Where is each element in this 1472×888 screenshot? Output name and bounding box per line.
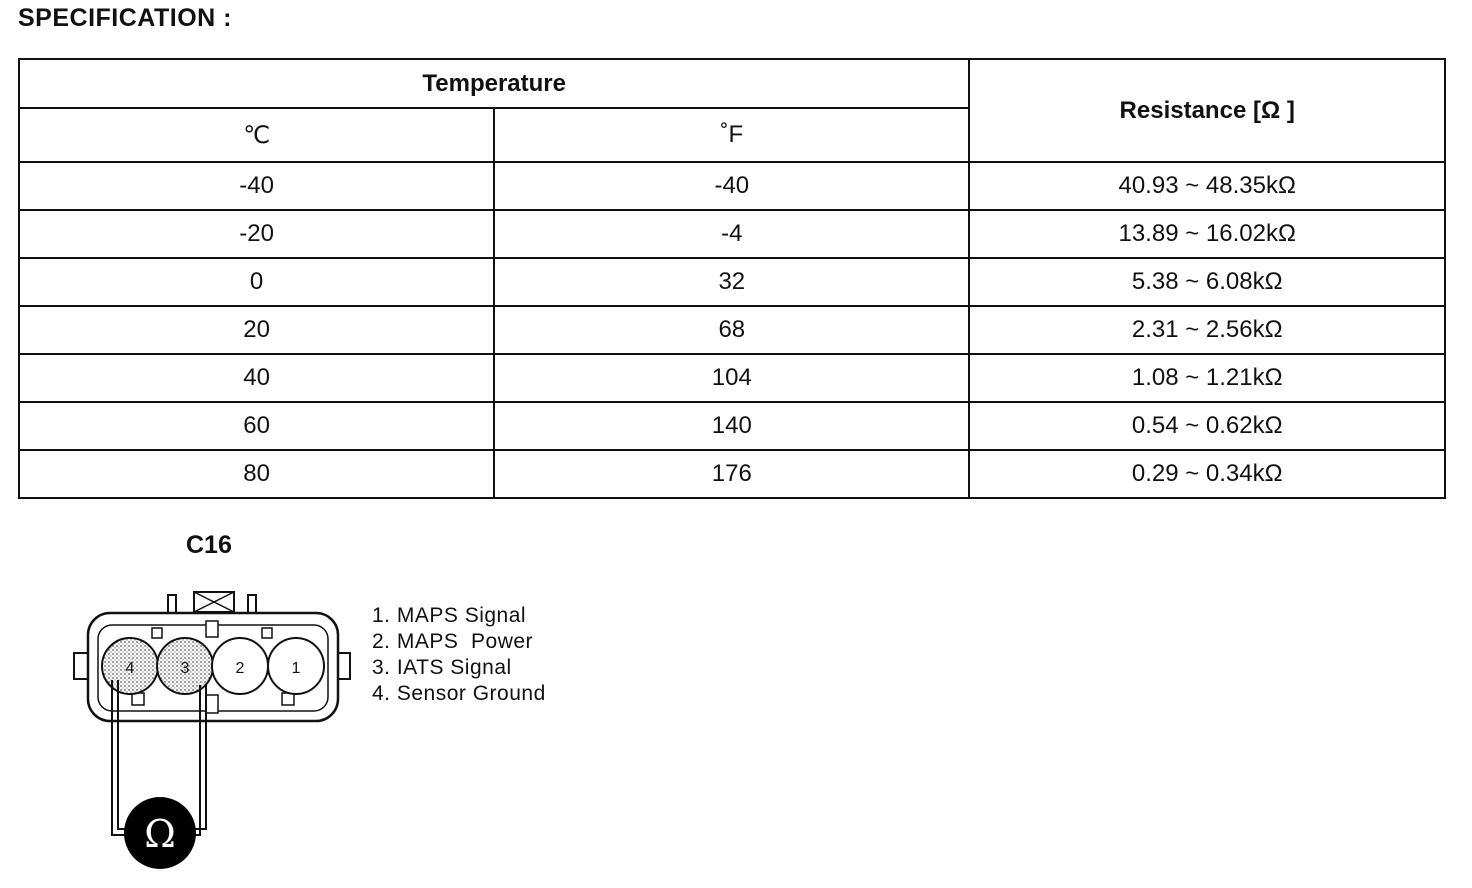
specification-table [18, 58, 1446, 499]
celsius-cell: -20 [19, 210, 494, 258]
celsius-cell: -40 [19, 162, 494, 210]
pin-legend [372, 603, 546, 707]
connector-latch [168, 592, 256, 613]
svg-text:3: 3 [180, 660, 190, 677]
fahrenheit-cell: 104 [494, 354, 969, 402]
ohmmeter-icon [124, 797, 196, 869]
resistance-cell: 13.89 ~ 16.02kΩ [969, 210, 1445, 258]
celsius-cell: 80 [19, 450, 494, 498]
celsius-header: ℃ [19, 108, 494, 162]
page-title: SPECIFICATION : [18, 4, 232, 32]
pin-2 [212, 638, 268, 694]
resistance-cell: 0.29 ~ 0.34kΩ [969, 450, 1445, 498]
resistance-header: Resistance [Ω ] [969, 59, 1445, 162]
fahrenheit-cell: 32 [494, 258, 969, 306]
celsius-cell: 40 [19, 354, 494, 402]
legend-item: 2. MAPS Power [372, 630, 534, 653]
pin-3 [157, 638, 213, 694]
table-row [19, 450, 1445, 498]
legend-item: 3. IATS Signal [372, 656, 512, 679]
table-row [19, 354, 1445, 402]
fahrenheit-cell: -4 [494, 210, 969, 258]
legend-item: 4. Sensor Ground [372, 682, 546, 705]
celsius-cell: 20 [19, 306, 494, 354]
pin-4 [102, 638, 158, 694]
resistance-cell: 0.54 ~ 0.62kΩ [969, 402, 1445, 450]
table-row [19, 162, 1445, 210]
resistance-cell: 2.31 ~ 2.56kΩ [969, 306, 1445, 354]
celsius-cell: 0 [19, 258, 494, 306]
table-row [19, 402, 1445, 450]
table-row [19, 306, 1445, 354]
fahrenheit-cell: -40 [494, 162, 969, 210]
svg-text:Ω: Ω [144, 812, 176, 856]
fahrenheit-header: ˚F [494, 108, 969, 162]
fahrenheit-cell: 140 [494, 402, 969, 450]
pin-1 [268, 638, 324, 694]
fahrenheit-cell: 176 [494, 450, 969, 498]
svg-text:2: 2 [235, 660, 245, 677]
table-row [19, 210, 1445, 258]
svg-text:1: 1 [291, 660, 301, 677]
celsius-cell: 60 [19, 402, 494, 450]
resistance-cell: 5.38 ~ 6.08kΩ [969, 258, 1445, 306]
legend-item: 1. MAPS Signal [372, 604, 527, 627]
svg-text:4: 4 [125, 660, 135, 677]
fahrenheit-cell: 68 [494, 306, 969, 354]
resistance-cell: 1.08 ~ 1.21kΩ [969, 354, 1445, 402]
connector-label: C16 [186, 531, 232, 559]
connector-diagram [60, 585, 360, 875]
resistance-cell: 40.93 ~ 48.35kΩ [969, 162, 1445, 210]
temperature-header: Temperature [19, 59, 969, 108]
table-row [19, 258, 1445, 306]
